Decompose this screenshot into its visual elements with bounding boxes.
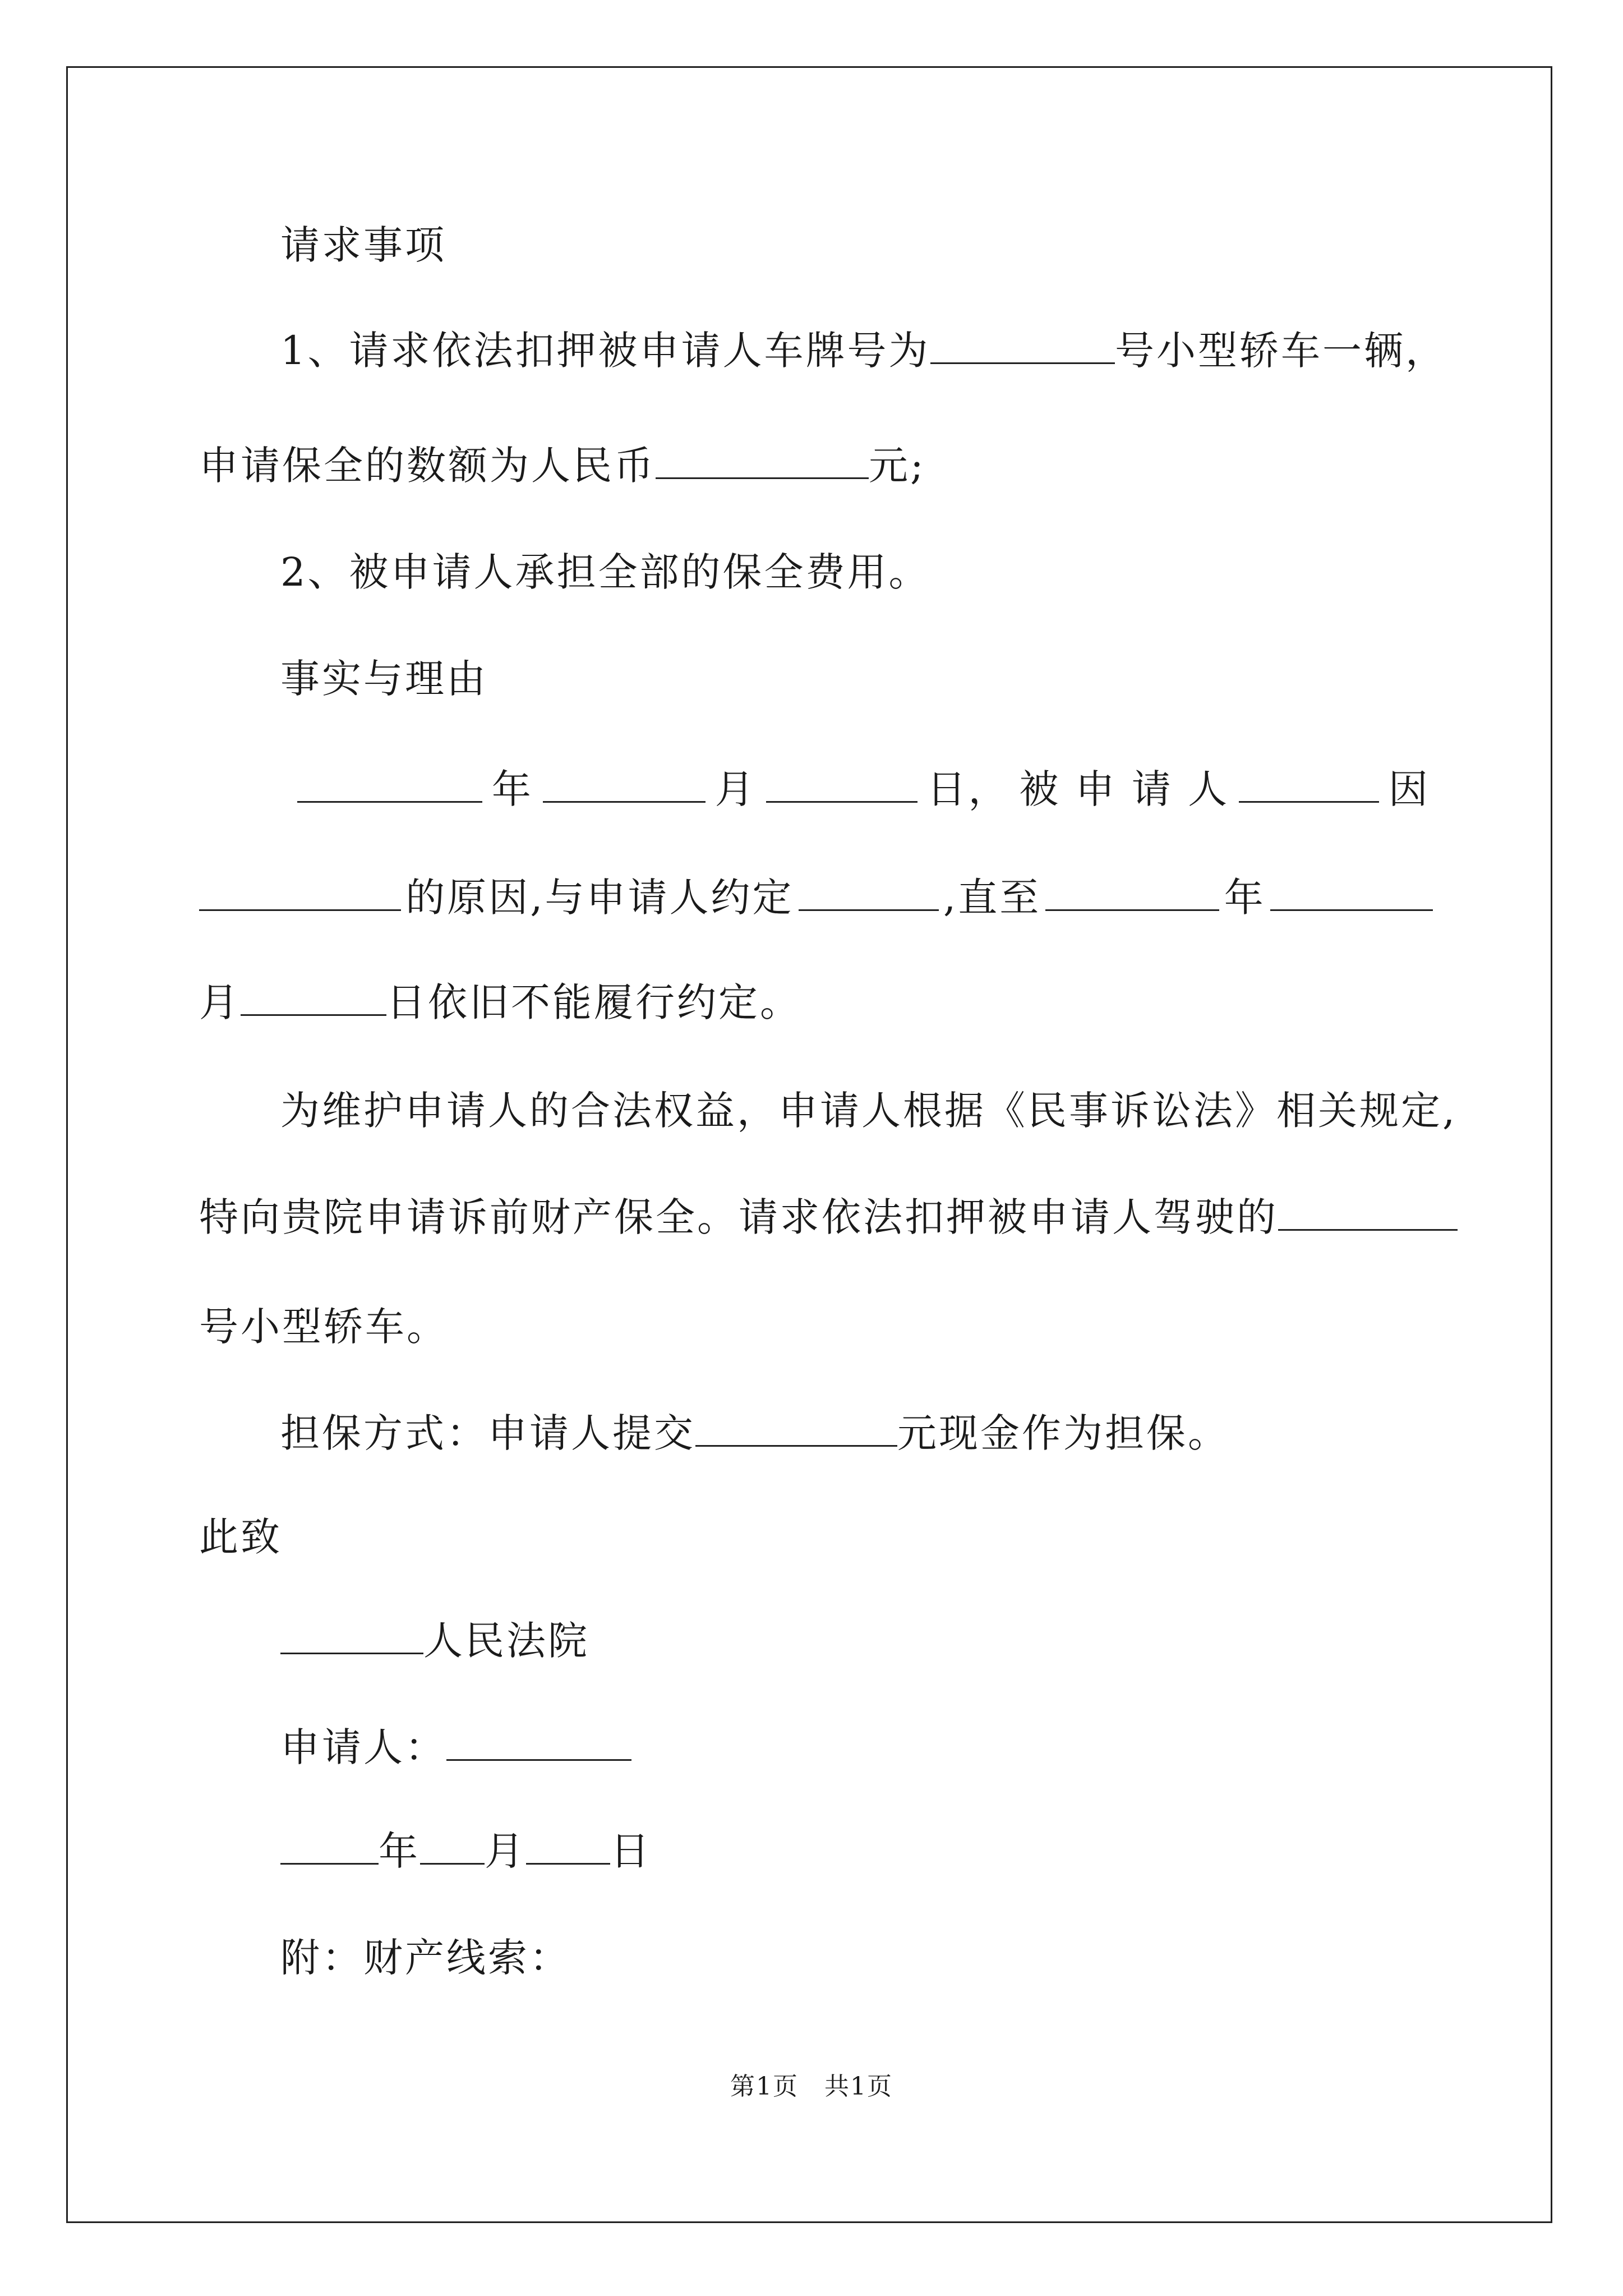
facts-until-year-label: 年 (1224, 875, 1266, 921)
facts-until-day-blank (241, 977, 386, 1016)
facts-agreement-blank (799, 872, 939, 911)
date-year-blank (280, 1826, 379, 1865)
request-item-1 (280, 325, 1447, 376)
facts-line-1 (297, 764, 1430, 815)
date-day-blank (526, 1826, 610, 1865)
facts-until-month-label: 月 (199, 979, 241, 1025)
page-footer: 第1页 共1页 (730, 2072, 893, 2101)
date-day-label: 日 (610, 1828, 652, 1874)
facts-respondent-label: 被 申 请 人 (1019, 766, 1230, 812)
facts-respondent-blank (1239, 764, 1379, 803)
facts-line-2 (199, 872, 1433, 923)
court-name-blank (280, 1616, 423, 1654)
heading-facts: 事实与理由 (280, 656, 488, 702)
facts-month-label: 月 (714, 766, 757, 812)
facts-day-label: 日， (926, 766, 1010, 812)
date-month-blank (420, 1826, 485, 1865)
amount-blank (656, 440, 869, 479)
court-label: 人民法院 (423, 1618, 589, 1664)
facts-reason-blank (199, 872, 401, 911)
rights-paragraph-2-text: 特向贵院申请诉前财产保全。请求依法扣押被申请人驾驶的 (199, 1194, 1278, 1240)
facts-reason-text: 的原因,与申请人约定 (405, 875, 794, 921)
applicant-blank (446, 1722, 631, 1761)
guarantee-line (280, 1408, 1229, 1458)
facts-day-blank (766, 764, 917, 803)
heading-requests: 请求事项 (280, 222, 446, 268)
salutation: 此致 (199, 1514, 282, 1560)
request-item-1-cont (199, 440, 926, 491)
applicant-line (280, 1722, 631, 1773)
rights-paragraph-2 (199, 1192, 1458, 1243)
facts-until-year-blank (1045, 872, 1219, 911)
page-border (66, 66, 1552, 2223)
driven-plate-blank (1278, 1192, 1458, 1231)
guarantee-lead: 担保方式：申请人提交 (280, 1410, 695, 1456)
request-item-2: 2、被申请人承担全部的保全费用。 (280, 549, 930, 595)
facts-because-label: 因 (1388, 766, 1430, 812)
date-line (280, 1826, 652, 1876)
request-1-lead: 1、请求依法扣押被申请人车牌号为 (280, 328, 930, 374)
guarantee-amount-blank (695, 1408, 897, 1447)
request-1-tail: 号小型轿车一辆， (1115, 328, 1447, 374)
court-line (280, 1616, 589, 1666)
attachment-line: 附：财产线索： (280, 1935, 571, 1981)
facts-until-text: ,直至 (943, 875, 1041, 921)
plate-number-blank (930, 325, 1115, 364)
rights-paragraph-3: 号小型轿车。 (199, 1304, 448, 1350)
facts-year-label: 年 (491, 766, 533, 812)
request-1-cont-tail: 元; (869, 443, 926, 489)
facts-year-blank (297, 764, 482, 803)
date-year-label: 年 (379, 1828, 420, 1874)
facts-line-3 (199, 977, 801, 1028)
request-1-cont-lead: 申请保全的数额为人民币 (199, 443, 656, 489)
date-month-label: 月 (485, 1828, 526, 1874)
facts-month-blank (543, 764, 706, 803)
rights-paragraph-1: 为维护申请人的合法权益，申请人根据《民事诉讼法》相关规定, (280, 1088, 1458, 1134)
applicant-label: 申请人： (280, 1724, 446, 1770)
facts-until-month-blank (1270, 872, 1433, 911)
guarantee-tail: 元现金作为担保。 (897, 1410, 1229, 1456)
facts-line-3-tail: 日依旧不能履行约定。 (386, 979, 801, 1025)
